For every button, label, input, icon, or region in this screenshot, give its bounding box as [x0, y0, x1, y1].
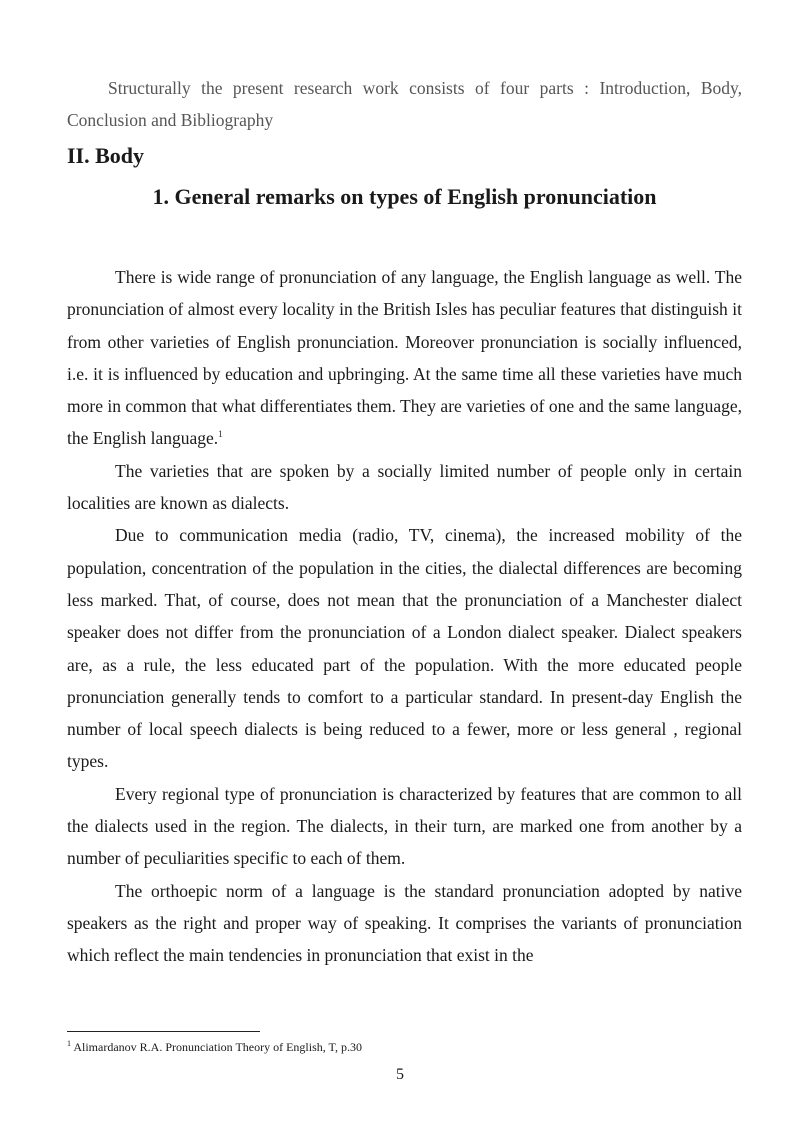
paragraph-2: The varieties that are spoken by a socially limited number of people only in certain localities are known as dialects. [67, 460, 742, 514]
paragraph-1-text: There is wide range of pronunciation of any language, the English language as well. The pronunciation of almost every locality in the British Isles has peculiar features that distinguish it from other varieties of English pronunciation. Moreover pronunciation is socially influenced, i.e. it is influenced by education and upbringing. At the same time all these varieties have much more in common that what differentiates them. They are varieties of one and the same language, the English language. [67, 267, 742, 449]
footnote-reference[interactable]: 1 [218, 429, 223, 440]
body-text [67, 261, 742, 972]
section-heading: II. Body [67, 143, 145, 168]
paragraph-1 [67, 261, 742, 455]
footnote-text: Alimardanov R.A. Pronunciation Theory of English, T, p.30 [73, 1040, 362, 1054]
page-number: 5 [396, 1066, 404, 1083]
intro-text: Structurally the present research work consists of four parts : Introduction, Body, Conclusion and Bibliography [67, 78, 742, 130]
footnote-divider [67, 1031, 260, 1032]
footnote-marker: 1 [67, 1039, 71, 1048]
subsection-heading: 1. General remarks on types of English pronunciation [152, 184, 657, 209]
paragraph-3: Due to communication media (radio, TV, cinema), the increased mobility of the population, concentration of the population in the cities, the dialectal differences are becoming less marked. That, of course, does not mean that the pronunciation of a Manchester dialect speaker does not differ from the pronunciation of a London dialect speaker. Dialect speakers are, as a rule, the less educated part of the population. With the more educated people pronunciation generally tends to comfort to a particular standard. In present-day English the number of local speech dialects is being reduced to a fewer, more or less general , regional types. [67, 525, 742, 772]
paragraph-4: Every regional type of pronunciation is characterized by features that are common to all the dialects used in the region. The dialects, in their turn, are marked one from another by a number of peculiarities specific to each of them. [67, 783, 742, 869]
footnote [67, 1039, 362, 1055]
paragraph-5: The orthoepic norm of a language is the standard pronunciation adopted by native speakers as the right and proper way of speaking. It comprises the variants of pronunciation which reflect the main tendencies in pronunciation that exist in the [67, 880, 742, 966]
intro-paragraph [67, 72, 742, 136]
